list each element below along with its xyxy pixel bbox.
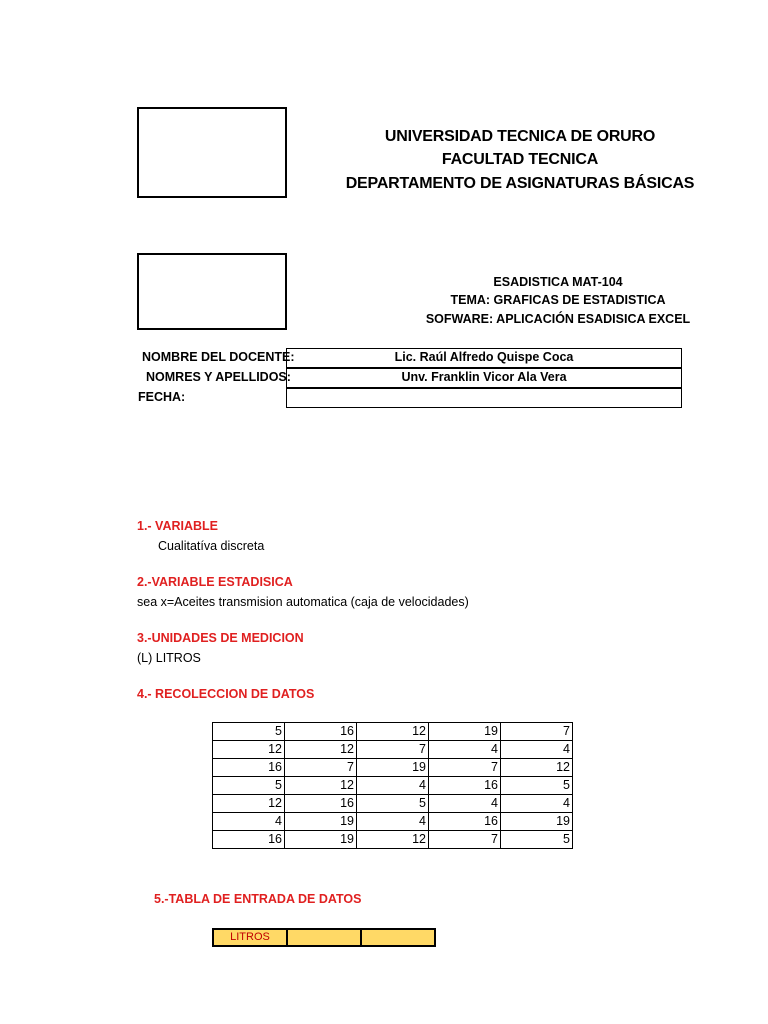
entry-header-cell[interactable] [361,929,435,946]
table-cell[interactable]: 5 [501,777,573,795]
table-cell[interactable]: 7 [501,723,573,741]
table-cell[interactable]: 16 [213,759,285,777]
table-cell[interactable]: 7 [429,831,501,849]
table-row [213,777,573,795]
nombres-label: NOMRES Y APELLIDOS: [146,370,291,384]
table-cell[interactable]: 19 [429,723,501,741]
table-cell[interactable]: 4 [429,795,501,813]
section-3-text: (L) LITROS [137,651,201,665]
table-row [213,759,573,777]
table-cell[interactable]: 4 [501,741,573,759]
nombres-field[interactable]: Unv. Franklin Vicor Ala Vera [286,368,682,388]
section-2-text: sea x=Aceites transmision automatica (caja de velocidades) [137,595,469,609]
table-cell[interactable]: 12 [357,831,429,849]
table-cell[interactable]: 16 [429,777,501,795]
table-cell[interactable]: 12 [213,795,285,813]
course-code: ESADISTICA MAT-104 [493,275,623,289]
table-cell[interactable]: 12 [357,723,429,741]
section-4-title: 4.- RECOLECCION DE DATOS [137,687,315,701]
table-cell[interactable]: 5 [213,777,285,795]
table-cell[interactable]: 4 [357,813,429,831]
table-cell[interactable]: 4 [501,795,573,813]
section-2-title: 2.-VARIABLE ESTADISICA [137,575,293,589]
section-1-title: 1.- VARIABLE [137,519,219,533]
table-cell[interactable]: 12 [501,759,573,777]
entry-header-litros[interactable]: LITROS [213,929,287,946]
faculty-name: FACULTAD TECNICA [441,151,599,168]
table-row [213,723,573,741]
fecha-label: FECHA: [138,390,186,404]
table-cell[interactable]: 12 [213,741,285,759]
course-topic: TEMA: GRAFICAS DE ESTADISTICA [450,293,666,307]
section-1-text: Cualitatíva discreta [158,539,265,553]
department-name: DEPARTAMENTO DE ASIGNATURAS BÁSICAS [345,175,695,192]
table-cell[interactable]: 16 [213,831,285,849]
table-row [213,831,573,849]
data-table [212,722,573,849]
table-cell[interactable]: 19 [285,813,357,831]
table-cell[interactable]: 5 [501,831,573,849]
table-cell[interactable]: 5 [357,795,429,813]
table-cell[interactable]: 19 [501,813,573,831]
table-row [213,813,573,831]
table-cell[interactable]: 5 [213,723,285,741]
docente-label: NOMBRE DEL DOCENTE: [142,350,295,364]
entry-header-row [213,929,435,946]
table-cell[interactable]: 4 [213,813,285,831]
section-3-title: 3.-UNIDADES DE MEDICION [137,631,304,645]
table-cell[interactable]: 12 [285,741,357,759]
table-row [213,741,573,759]
table-cell[interactable]: 7 [285,759,357,777]
table-cell[interactable]: 19 [285,831,357,849]
table-cell[interactable]: 19 [357,759,429,777]
table-cell[interactable]: 7 [429,759,501,777]
table-cell[interactable]: 4 [357,777,429,795]
table-cell[interactable]: 4 [429,741,501,759]
table-cell[interactable]: 7 [357,741,429,759]
university-name: UNIVERSIDAD TECNICA DE ORURO [384,128,656,145]
table-cell[interactable]: 12 [285,777,357,795]
logo-box-top [137,107,287,198]
table-cell[interactable]: 16 [285,723,357,741]
logo-box-bottom [137,253,287,330]
table-cell[interactable]: 16 [285,795,357,813]
fecha-field[interactable] [286,388,682,408]
entry-table [212,928,436,947]
table-cell[interactable]: 16 [429,813,501,831]
section-5-title: 5.-TABLA DE ENTRADA DE DATOS [154,892,362,906]
docente-field[interactable]: Lic. Raúl Alfredo Quispe Coca [286,348,682,368]
table-row [213,795,573,813]
course-software: SOFWARE: APLICACIÓN ESADISICA EXCEL [425,312,691,326]
entry-header-cell[interactable] [287,929,361,946]
